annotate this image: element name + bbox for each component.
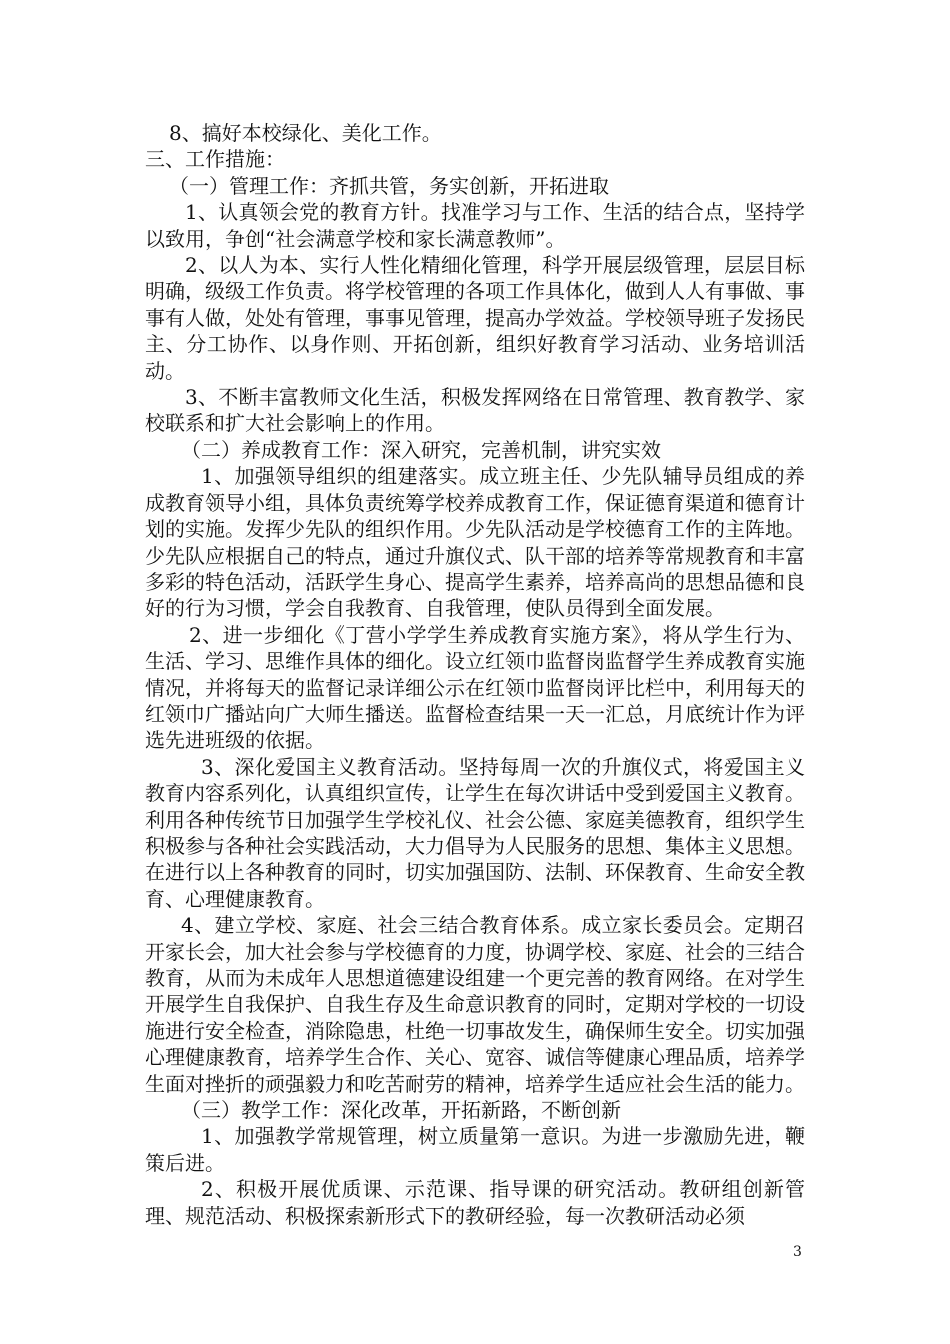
paragraph-management-3: 3、不断丰富教师文化生活，积极发挥网络在日常管理、教育教学、家校联系和扩大社会影响上的作用。 [145,385,805,436]
subheading-habit-education: （二）养成教育工作：深入研究，完善机制，讲究实效 [181,437,661,462]
subheading-teaching: （三）教学工作：深化改革，开拓新路，不断创新 [181,1098,621,1123]
paragraph-habit-2: 2、进一步细化《丁营小学学生养成教育实施方案》，将从学生行为、生活、学习、思维作具体的细化。设立红领巾监督岗监督学生养成教育实施情况，并将每天的监督记录详细公示在红领巾监督岗评比栏中，利用每天的红领巾广播站向广大师生播送。监督检查结果一天一汇总，月底统计作为评选先进班级的依据。 [145,622,805,753]
paragraph-habit-3: 3、深化爱国主义教育活动。坚持每周一次的升旗仪式，将爱国主义教育内容系列化，认真组织宣传，让学生在每次讲话中受到爱国主义教育。利用各种传统节日加强学生学校礼仪、社会公德、家庭美德教育，组织学生积极参与各种社会实践活动，大力倡导为人民服务的思想、集体主义思想。在进行以上各种教育的同时，切实加强国防、法制、环保教育、生命安全教育、心理健康教育。 [145,754,805,911]
paragraph-management-2: 2、以人为本、实行人性化精细化管理，科学开展层级管理，层层目标明确，级级工作负责。将学校管理的各项工作具体化，做到人人有事做、事事有人做，处处有管理，事事见管理，提高办学效益。学校领导班子发扬民主、分工协作、以身作则、开拓创新，组织好教育学习活动、业务培训活动。 [145,253,805,383]
paragraph-management-1: 1、认真领会党的教育方针。找准学习与工作、生活的结合点，坚持学以致用，争创“社会满意学校和家长满意教师”。 [145,200,805,251]
paragraph-teaching-2: 2、积极开展优质课、示范课、指导课的研究活动。教研组创新管理、规范活动、积极探索新形式下的教研经验，每一次教研活动必须 [145,1177,805,1228]
body-text [145,120,805,1229]
paragraph-item-8: 8、搞好本校绿化、美化工作。 [169,121,442,145]
subheading-management: （一）管理工作：齐抓共管，务实创新，开拓进取 [169,173,609,198]
page-number: 3 [793,1244,802,1260]
section-heading-measures: 三、工作措施： [145,147,285,172]
paragraph-habit-4: 4、建立学校、家庭、社会三结合教育体系。成立家长委员会。定期召开家长会，加大社会参与学校德育的力度，协调学校、家庭、社会的三结合教育，从而为未成年人思想道德建设组建一个更完善的教育网络。在对学生开展学生自我保护、自我生存及生命意识教育的同时，定期对学校的一切设施进行安全检查，消除隐患，杜绝一切事故发生，确保师生安全。切实加强心理健康教育，培养学生合作、关心、宽容、诚信等健康心理品质，培养学生面对挫折的顽强毅力和吃苦耐劳的精神，培养学生适应社会生活的能力。 [145,913,805,1096]
paragraph-teaching-1: 1、加强教学常规管理，树立质量第一意识。为进一步激励先进，鞭策后进。 [145,1124,805,1175]
paragraph-habit-1: 1、加强领导组织的组建落实。成立班主任、少先队辅导员组成的养成教育领导小组，具体负责统筹学校养成教育工作，保证德育渠道和德育计划的实施。发挥少先队的组织作用。少先队活动是学校德育工作的主阵地。少先队应根据自己的特点，通过升旗仪式、队干部的培养等常规教育和丰富多彩的特色活动，活跃学生身心、提高学生素养，培养高尚的思想品德和良好的行为习惯，学会自我教育、自我管理，使队员得到全面发展。 [145,464,805,621]
